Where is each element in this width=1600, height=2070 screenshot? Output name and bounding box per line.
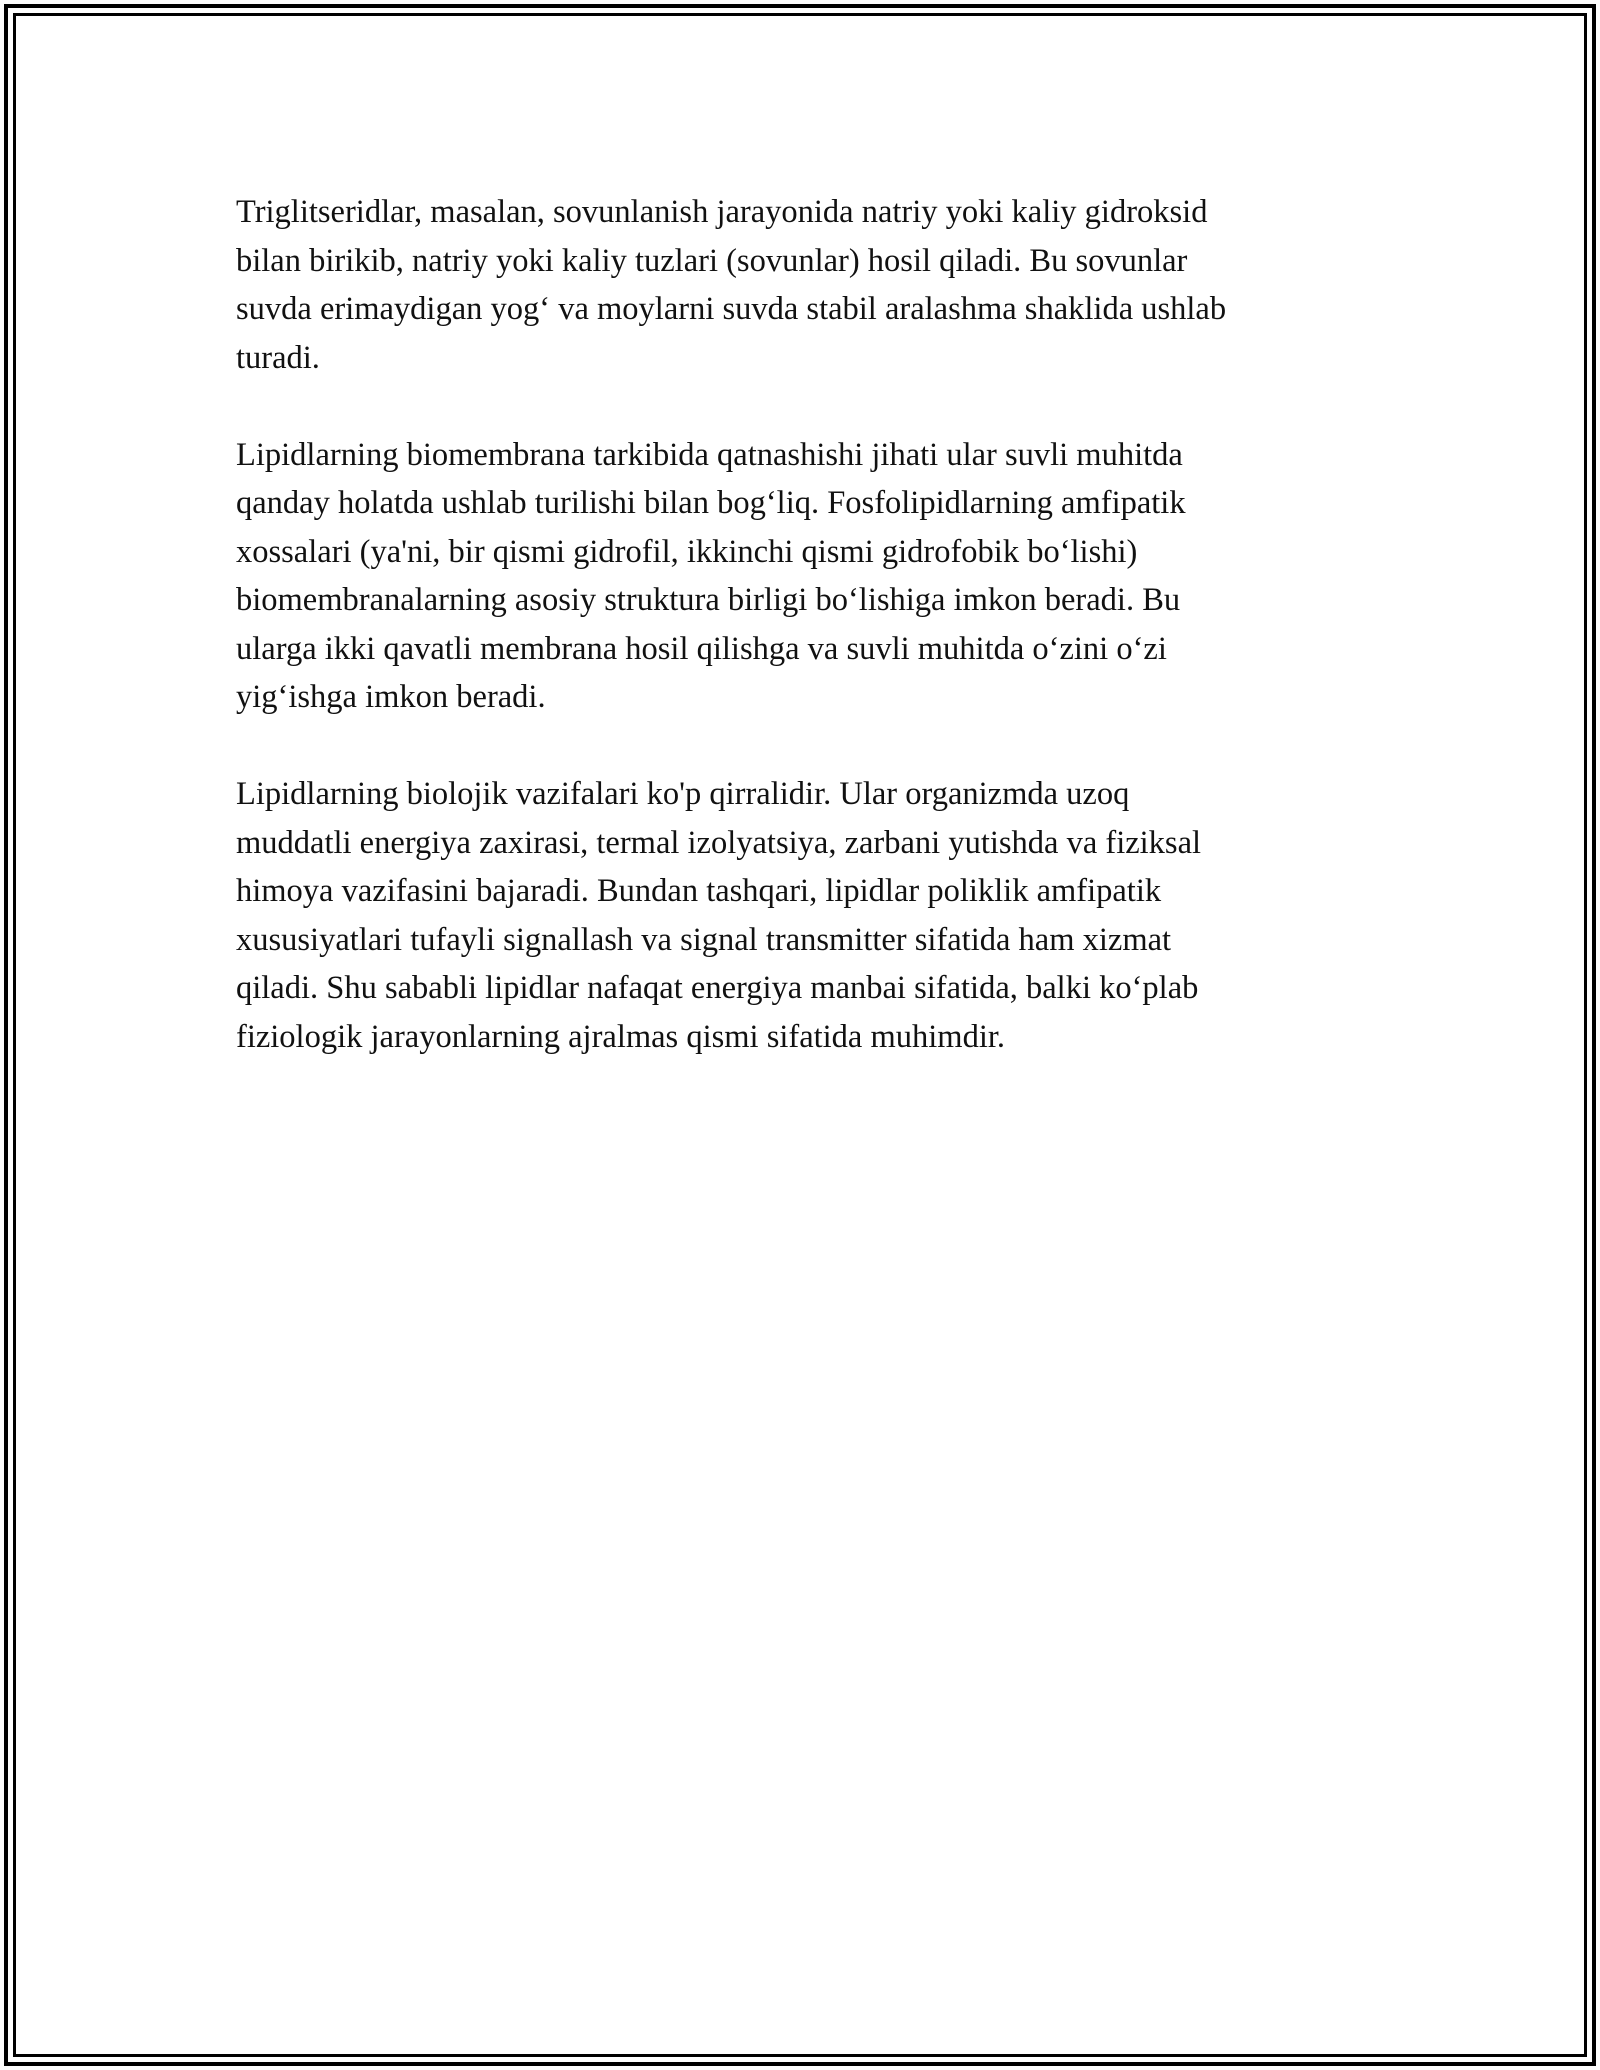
text-line: Lipidlarning biolojik vazifalari ko'p qirralidir. Ular organizmda uzoq	[236, 776, 1130, 812]
paragraph-biomembrane	[236, 431, 1366, 722]
text-line: turadi.	[236, 339, 320, 376]
paragraph-triglycerides	[236, 188, 1366, 382]
text-line: ularga ikki qavatli membrana hosil qilishga va suvli muhitda o‘zini o‘zi	[236, 630, 1167, 667]
text-line: bilan birikib, natriy yoki kaliy tuzlari (sovunlar) hosil qiladi. Bu sovunlar	[236, 242, 1188, 279]
text-line: muddatli energiya zaxirasi, termal izolyatsiya, zarbani yutishda va fiziksal	[236, 824, 1202, 861]
text-line: biomembranalarning asosiy struktura birligi bo‘lishiga imkon beradi. Bu	[236, 582, 1181, 618]
paragraph-biological-functions	[236, 770, 1366, 1061]
text-line: qiladi. Shu sababli lipidlar nafaqat energiya manbai sifatida, balki ko‘plab	[236, 970, 1199, 1006]
text-line: suvda erimaydigan yog‘ va moylarni suvda stabil aralashma shaklida ushlab	[236, 291, 1227, 327]
document-body	[236, 188, 1366, 1110]
text-line: himoya vazifasini bajaradi. Bundan tashqari, lipidlar poliklik amfipatik	[236, 873, 1162, 909]
text-line: Lipidlarning biomembrana tarkibida qatnashishi jihati ular suvli muhitda	[236, 436, 1183, 473]
text-line: xossalari (ya'ni, bir qismi gidrofil, ikkinchi qismi gidrofobik bo‘lishi)	[236, 533, 1138, 570]
text-line: xususiyatlari tufayli signallash va signal transmitter sifatida ham xizmat	[236, 921, 1172, 958]
text-line: Triglitseridlar, masalan, sovunlanish jarayonida natriy yoki kaliy gidroksid	[236, 194, 1208, 230]
text-line: fiziologik jarayonlarning ajralmas qismi sifatida muhimdir.	[236, 1018, 1006, 1055]
text-line: yig‘ishga imkon beradi.	[236, 679, 546, 715]
text-line: qanday holatda ushlab turilishi bilan bog‘liq. Fosfolipidlarning amfipatik	[236, 485, 1186, 521]
